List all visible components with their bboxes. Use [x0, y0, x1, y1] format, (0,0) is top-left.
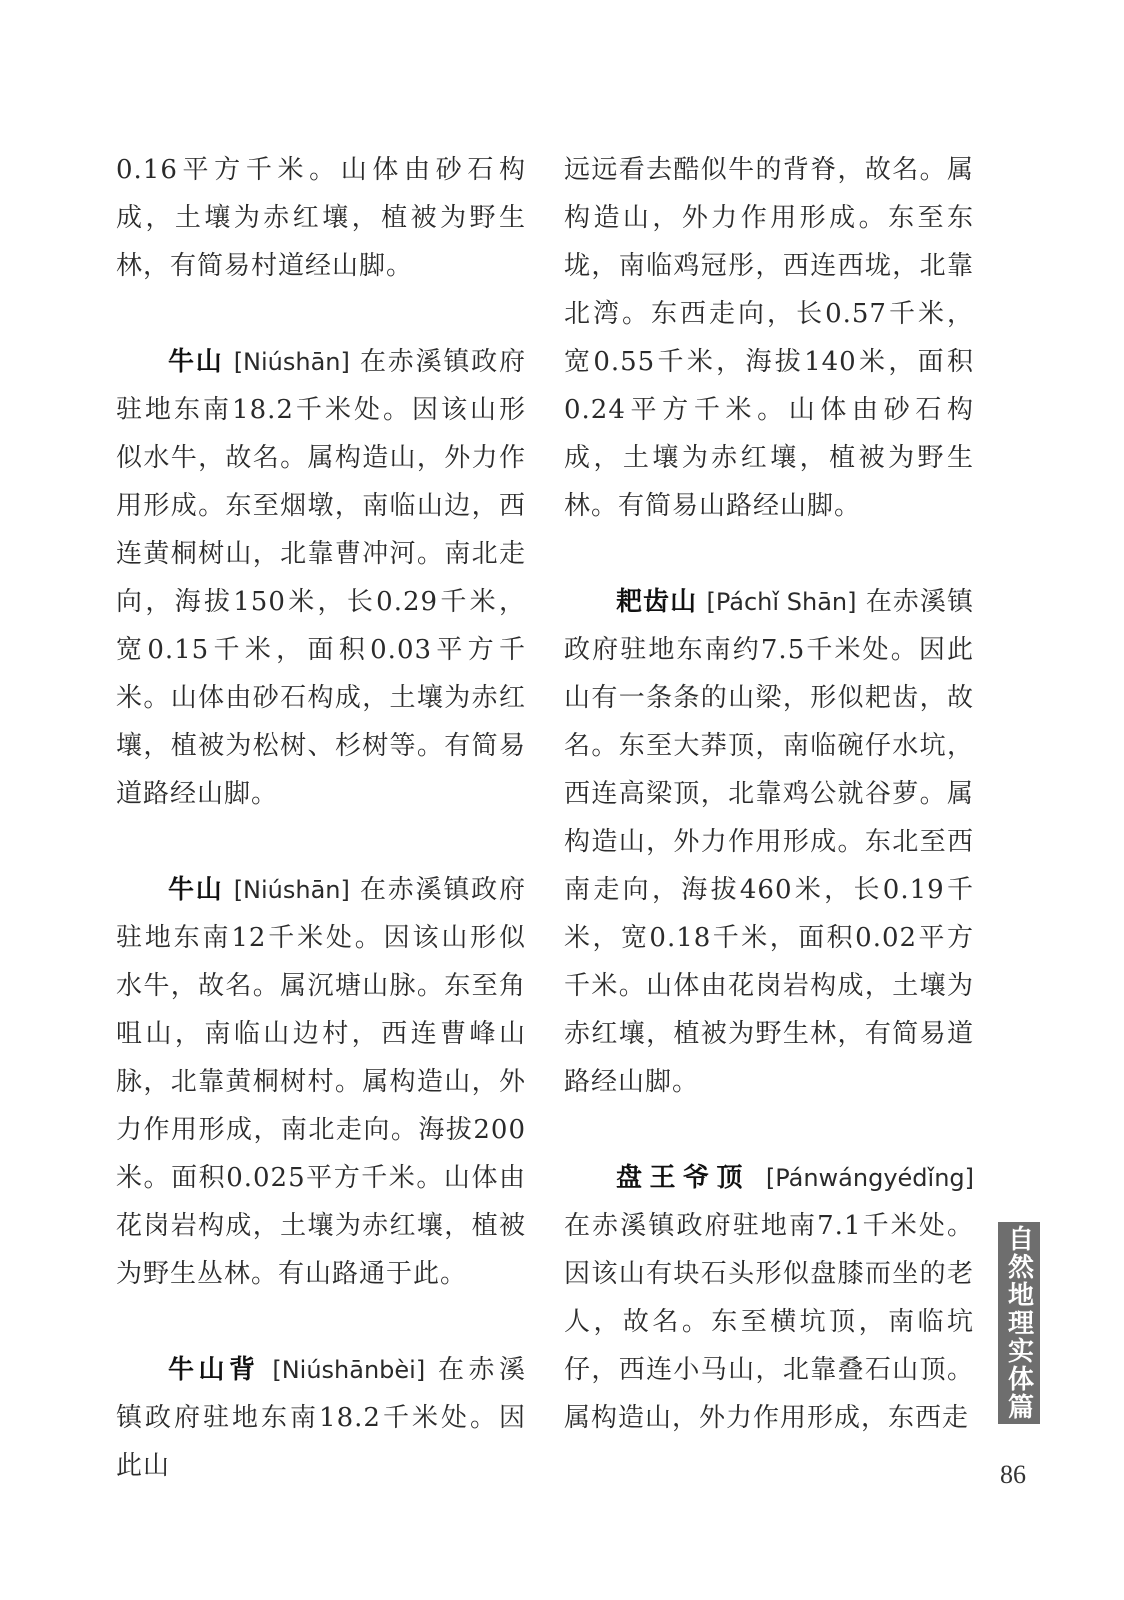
entry-pachishan — [564, 578, 974, 1106]
page-number: 86 — [1000, 1460, 1026, 1489]
entry-pinyin: [Niúshān] — [233, 348, 350, 376]
entry-term: 耙齿山 — [616, 587, 698, 617]
entry-niushan-2 — [116, 866, 526, 1298]
entry-panwangyeding — [564, 1154, 974, 1442]
entry-term: 牛山 — [168, 347, 224, 377]
entry-body: 在赤溪镇政府驻地南7.1千米处。因该山有块石头形似盘膝而坐的老人，故名。东至横坑顶，南临坑仔，西连小马山，北靠叠石山顶。属构造山，外力作用形成，东西走 — [564, 1211, 974, 1433]
entry-pinyin: [Niúshān] — [233, 876, 350, 904]
continuation-text: 0.16平方千米。山体由砂石构成，土壤为赤红壤，植被为野生林，有简易村道经山脚。 — [116, 155, 526, 281]
entry-pinyin: [Niúshānbèi] — [272, 1356, 426, 1384]
entry-body: 在赤溪镇政府驻地东南18.2千米处。因该山形似水牛，故名。属构造山，外力作用形成。东至烟墩，南临山边，西连黄桐树山，北靠曹冲河。南北走向，海拔150米，长0.29千米，宽0.15千米，面积0.03平方千米。山体由砂石构成，土壤为赤红壤，植被为松树、杉树等。有简易道路经山脚。 — [116, 347, 526, 809]
entry-term: 牛山背 — [168, 1355, 260, 1385]
entry-body: 在赤溪镇政府驻地东南12千米处。因该山形似水牛，故名。属沉塘山脉。东至角咀山，南临山边村，西连曹峰山脉，北靠黄桐树村。属构造山，外力作用形成，南北走向。海拔200米。面积0.025平方千米。山体由花岗岩构成，土壤为赤红壤，植被为野生丛林。有山路通于此。 — [116, 875, 526, 1289]
entry-term: 牛山 — [168, 875, 224, 905]
entry-body: 在赤溪镇政府驻地东南18.2千米处。因此山 — [116, 1355, 526, 1481]
entry-body: 在赤溪镇政府驻地东南约7.5千米处。因此山有一条条的山梁，形似耙齿，故名。东至大莽顶，南临碗仔水坑，西连高梁顶，北靠鸡公就谷萝。属构造山，外力作用形成。东北至西南走向，海拔460米，长0.19千米，宽0.18千米，面积0.02平方千米。山体由花岗岩构成，土壤为赤红壤，植被为野生林，有简易道路经山脚。 — [564, 587, 974, 1097]
right-column — [564, 146, 974, 1442]
entry-term: 盘王爷顶 — [616, 1163, 751, 1193]
entry-niushanbei — [116, 1346, 526, 1490]
continuation-text: 远远看去酷似牛的背脊，故名。属构造山，外力作用形成。东至东垅，南临鸡冠彤，西连西垅，北靠北湾。东西走向，长0.57千米，宽0.55千米，海拔140米，面积0.24平方千米。山体由砂石构成，土壤为赤红壤，植被为野生林。有简易山路经山脚。 — [564, 155, 974, 521]
entry-niushan-1 — [116, 338, 526, 818]
left-column — [116, 146, 526, 1490]
entry-pinyin: [Páchǐ Shān] — [706, 588, 857, 616]
section-side-tab: 自然地理实体篇 — [998, 1222, 1040, 1424]
entry-pinyin: [Pánwángyédǐng] — [765, 1164, 974, 1192]
